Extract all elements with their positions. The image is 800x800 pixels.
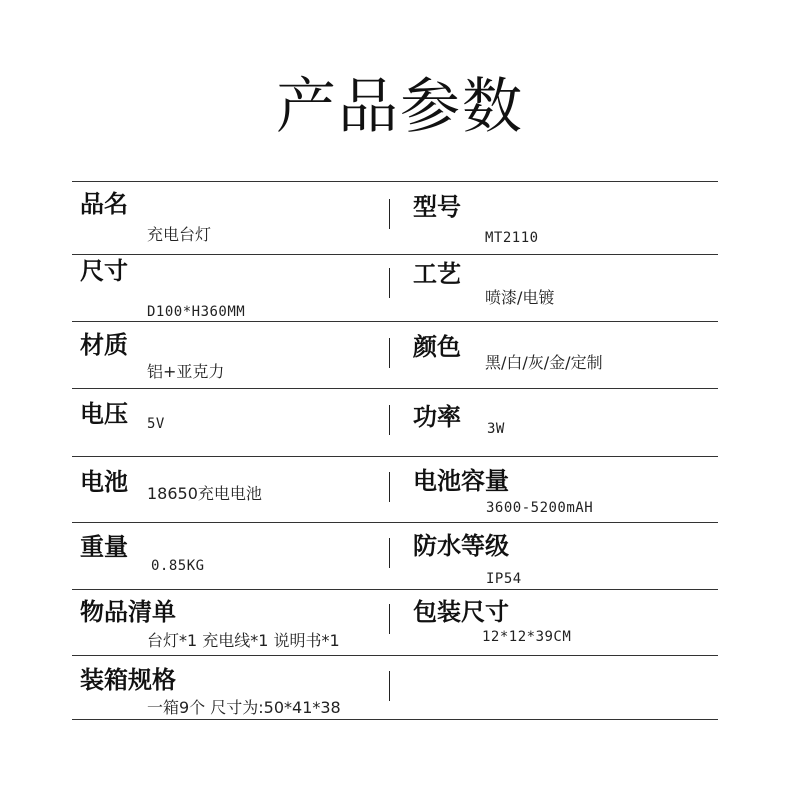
spec-label-battery-capacity: 电池容量 xyxy=(413,467,509,495)
spec-label-carton: 装箱规格 xyxy=(80,666,176,694)
column-divider xyxy=(389,268,390,298)
column-divider xyxy=(389,671,390,701)
page-title: 产品参数 xyxy=(276,72,524,142)
column-divider xyxy=(389,538,390,568)
spec-value-power: 3W xyxy=(487,421,505,437)
spec-value-craft: 喷漆/电镀 xyxy=(485,288,555,307)
spec-label-waterproof: 防水等级 xyxy=(413,532,509,560)
row-divider xyxy=(72,388,718,389)
spec-value-model: MT2110 xyxy=(485,230,539,246)
spec-value-material: 铝+亚克力 xyxy=(147,362,225,381)
row-divider xyxy=(72,719,718,720)
column-divider xyxy=(389,604,390,634)
spec-value-battery: 18650充电电池 xyxy=(147,484,262,503)
spec-value-waterproof: IP54 xyxy=(486,571,522,587)
row-divider xyxy=(72,589,718,590)
spec-value-name: 充电台灯 xyxy=(147,225,212,244)
spec-label-power: 功率 xyxy=(413,403,461,431)
spec-label-color: 颜色 xyxy=(413,333,461,361)
spec-label-model: 型号 xyxy=(413,193,461,221)
spec-value-package-size: 12*12*39CM xyxy=(482,629,572,645)
spec-label-material: 材质 xyxy=(80,331,128,359)
row-divider xyxy=(72,254,718,255)
column-divider xyxy=(389,472,390,502)
column-divider xyxy=(389,199,390,229)
spec-value-weight: 0.85KG xyxy=(151,558,205,574)
spec-label-package-list: 物品清单 xyxy=(80,598,176,626)
spec-label-voltage: 电压 xyxy=(80,400,128,428)
spec-value-color: 黑/白/灰/金/定制 xyxy=(485,353,603,372)
row-divider xyxy=(72,456,718,457)
row-divider xyxy=(72,522,718,523)
spec-label-craft: 工艺 xyxy=(413,260,461,288)
column-divider xyxy=(389,405,390,435)
spec-label-size: 尺寸 xyxy=(80,257,128,285)
spec-value-package-list: 台灯*1 充电线*1 说明书*1 xyxy=(147,631,340,650)
column-divider xyxy=(389,338,390,368)
spec-label-battery: 电池 xyxy=(80,468,128,496)
spec-label-package-size: 包装尺寸 xyxy=(413,598,509,626)
spec-value-carton: 一箱9个 尺寸为:50*41*38 xyxy=(147,698,341,717)
spec-label-name: 品名 xyxy=(80,190,128,218)
spec-label-weight: 重量 xyxy=(80,533,128,561)
spec-value-size: D100*H360MM xyxy=(147,304,246,320)
spec-value-voltage: 5V xyxy=(147,416,165,432)
row-divider xyxy=(72,181,718,182)
spec-value-battery-capacity: 3600-5200mAH xyxy=(486,500,594,516)
row-divider xyxy=(72,655,718,656)
